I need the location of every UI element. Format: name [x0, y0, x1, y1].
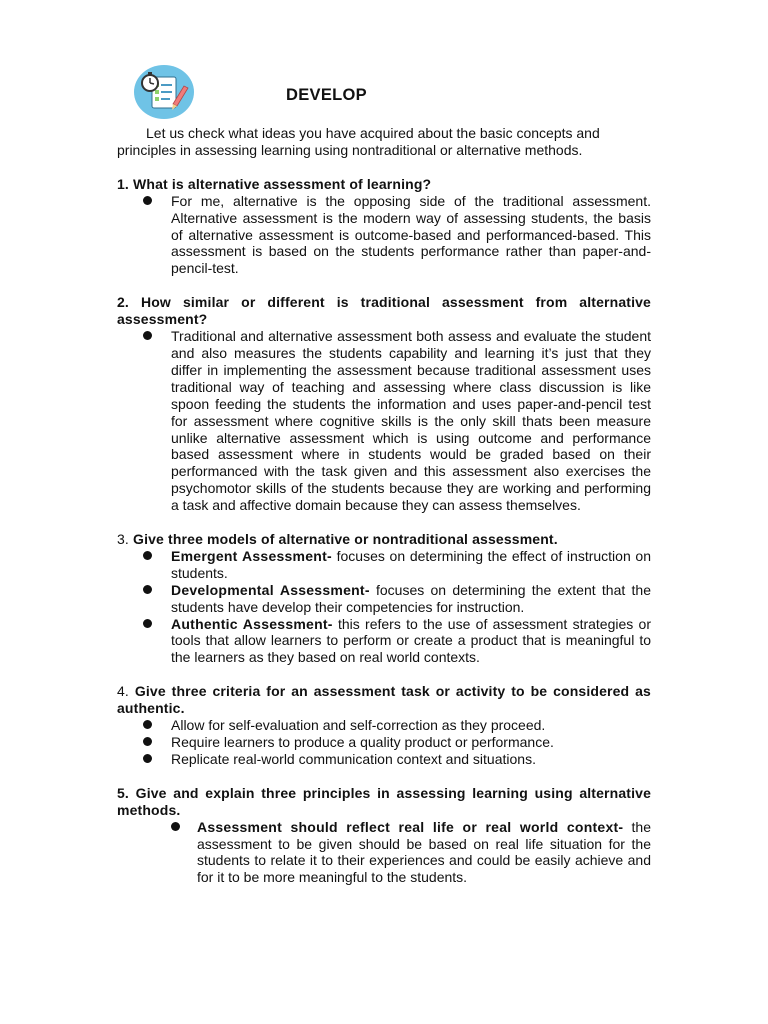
bullet-icon	[143, 720, 152, 729]
question-number: 4.	[117, 683, 129, 700]
bullet-icon	[143, 737, 152, 746]
question-4	[117, 683, 651, 717]
bullet-icon	[143, 585, 152, 594]
list-item: For me, alternative is the opposing side of the traditional assessment. Alternative assessment is the modern way of assessing students, the basis of alternative assessment is outcome-based and performanced-based. This assessment is based on the students performance rather than paper-and-pencil-test.	[117, 193, 651, 278]
list-item: Developmental Assessment- focuses on determining the extent that the students have develop their competencies for instruction.	[117, 582, 651, 616]
question-2	[117, 294, 651, 328]
answer-list-1	[117, 193, 651, 278]
question-number: 5.	[117, 784, 129, 801]
bullet-icon	[143, 196, 152, 205]
list-item: Authentic Assessment- this refers to the use of assessment strategies or tools that allow learners to perform or create a product that is meaningful to the learners as they based on real world contexts.	[117, 616, 651, 667]
bullet-icon	[143, 619, 152, 628]
question-number: 2.	[117, 294, 129, 311]
list-item: Replicate real-world communication context and situations.	[117, 751, 651, 768]
answer-list-2	[117, 328, 651, 514]
question-number: 3.	[117, 531, 129, 548]
document-body	[117, 125, 651, 886]
question-number: 1.	[117, 175, 129, 192]
page-title: DEVELOP	[286, 86, 367, 104]
answer-list-3	[117, 548, 651, 666]
answer-list-4	[117, 717, 651, 768]
intro-paragraph: Let us check what ideas you have acquired about the basic concepts and principles in assessing learning using nontraditional or alternative methods.	[117, 125, 600, 158]
stopwatch-checklist-pencil-icon	[133, 64, 195, 120]
question-3	[117, 531, 651, 548]
bullet-icon	[143, 754, 152, 763]
bullet-icon	[171, 822, 180, 831]
list-item: Allow for self-evaluation and self-correction as they proceed.	[117, 717, 651, 734]
bullet-icon	[143, 331, 152, 340]
list-item: Assessment should reflect real life or real world context- the assessment to be given should be based on real life situation for the students to relate it to their experiences and could be easily achieve and for it to be more meaningful to the students.	[117, 819, 651, 887]
question-text: How similar or different is traditional assessment from alternative assessment?	[117, 294, 651, 328]
bullet-icon	[143, 551, 152, 560]
question-5	[117, 785, 651, 819]
list-item: Traditional and alternative assessment both assess and evaluate the student and also measures the students capability and learning it’s just that they differ in implementing the assessment because traditional assessment uses traditional way of teaching and assessing where class discussion is like spoon feeding the students the information and uses paper-and-pencil test for assessment where cognitive skills is the only skill thats been measure unlike alternative assessment which is using outcome and performance based assessment where in students would be graded based on their performanced with the task given and this assessment also exercises the psychomotor skills of the students because they are working and performing a task and affective domain because they can assess themselves.	[117, 328, 651, 514]
list-item: Require learners to produce a quality product or performance.	[117, 734, 651, 751]
question-text: Give and explain three principles in assessing learning using alternative methods.	[117, 784, 652, 818]
list-item: Emergent Assessment- focuses on determining the effect of instruction on students.	[117, 548, 651, 582]
question-1	[117, 176, 651, 193]
question-text: Give three criteria for an assessment task or activity to be considered as authentic.	[117, 683, 651, 717]
question-text: Give three models of alternative or nontraditional assessment.	[133, 531, 558, 548]
question-text: What is alternative assessment of learning?	[133, 175, 432, 192]
answer-list-5	[117, 819, 651, 887]
